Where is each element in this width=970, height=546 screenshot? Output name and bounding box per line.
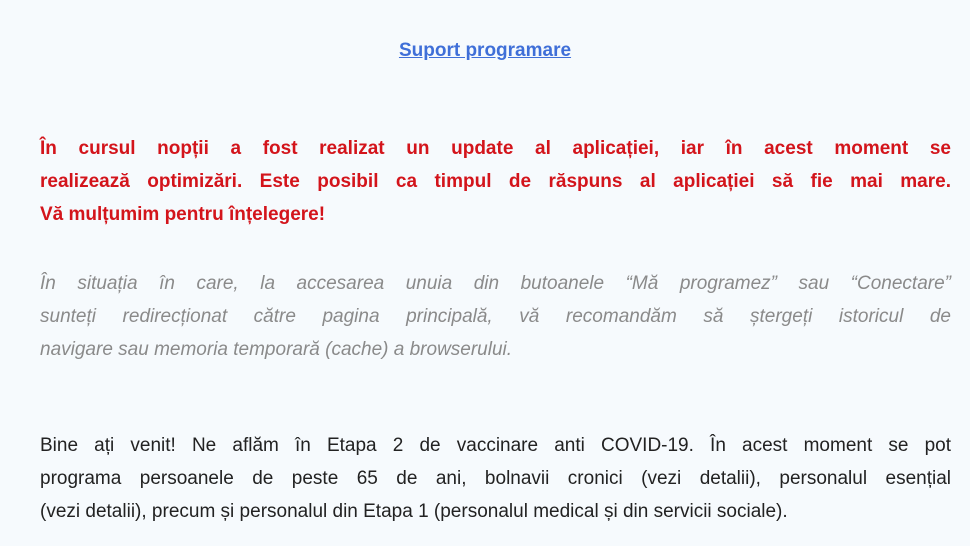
- hint-line: În situația în care, la accesarea unuia din butoanele “Mă programez” sau “Conectare”: [40, 273, 951, 294]
- welcome-line: Bine ați venit! Ne aflăm în Etapa 2 de vaccinare anti COVID-19. În acest moment se pot: [40, 435, 951, 456]
- hint-line: navigare sau memoria temporară (cache) a browserului.: [40, 339, 513, 360]
- cache-hint: [40, 267, 951, 366]
- notice-line: realizează optimizări. Este posibil ca timpul de răspuns al aplicației să fie mai mare.: [40, 171, 951, 192]
- notice-line: În cursul nopții a fost realizat un update al aplicației, iar în acest moment se: [40, 138, 951, 159]
- welcome-text: [40, 429, 951, 528]
- welcome-line: (vezi detalii), precum și personalul din Etapa 1 (personalul medical și din servicii sociale).: [40, 501, 788, 522]
- hint-line: sunteți redirecționat către pagina principală, vă recomandăm să ștergeți istoricul de: [40, 306, 951, 327]
- support-link[interactable]: Suport programare: [398, 40, 572, 61]
- update-notice: [40, 132, 951, 231]
- notice-line: Vă mulțumim pentru înțelegere!: [40, 204, 326, 225]
- welcome-line: programa persoanele de peste 65 de ani, bolnavii cronici (vezi detalii), personalul esențial: [40, 468, 951, 489]
